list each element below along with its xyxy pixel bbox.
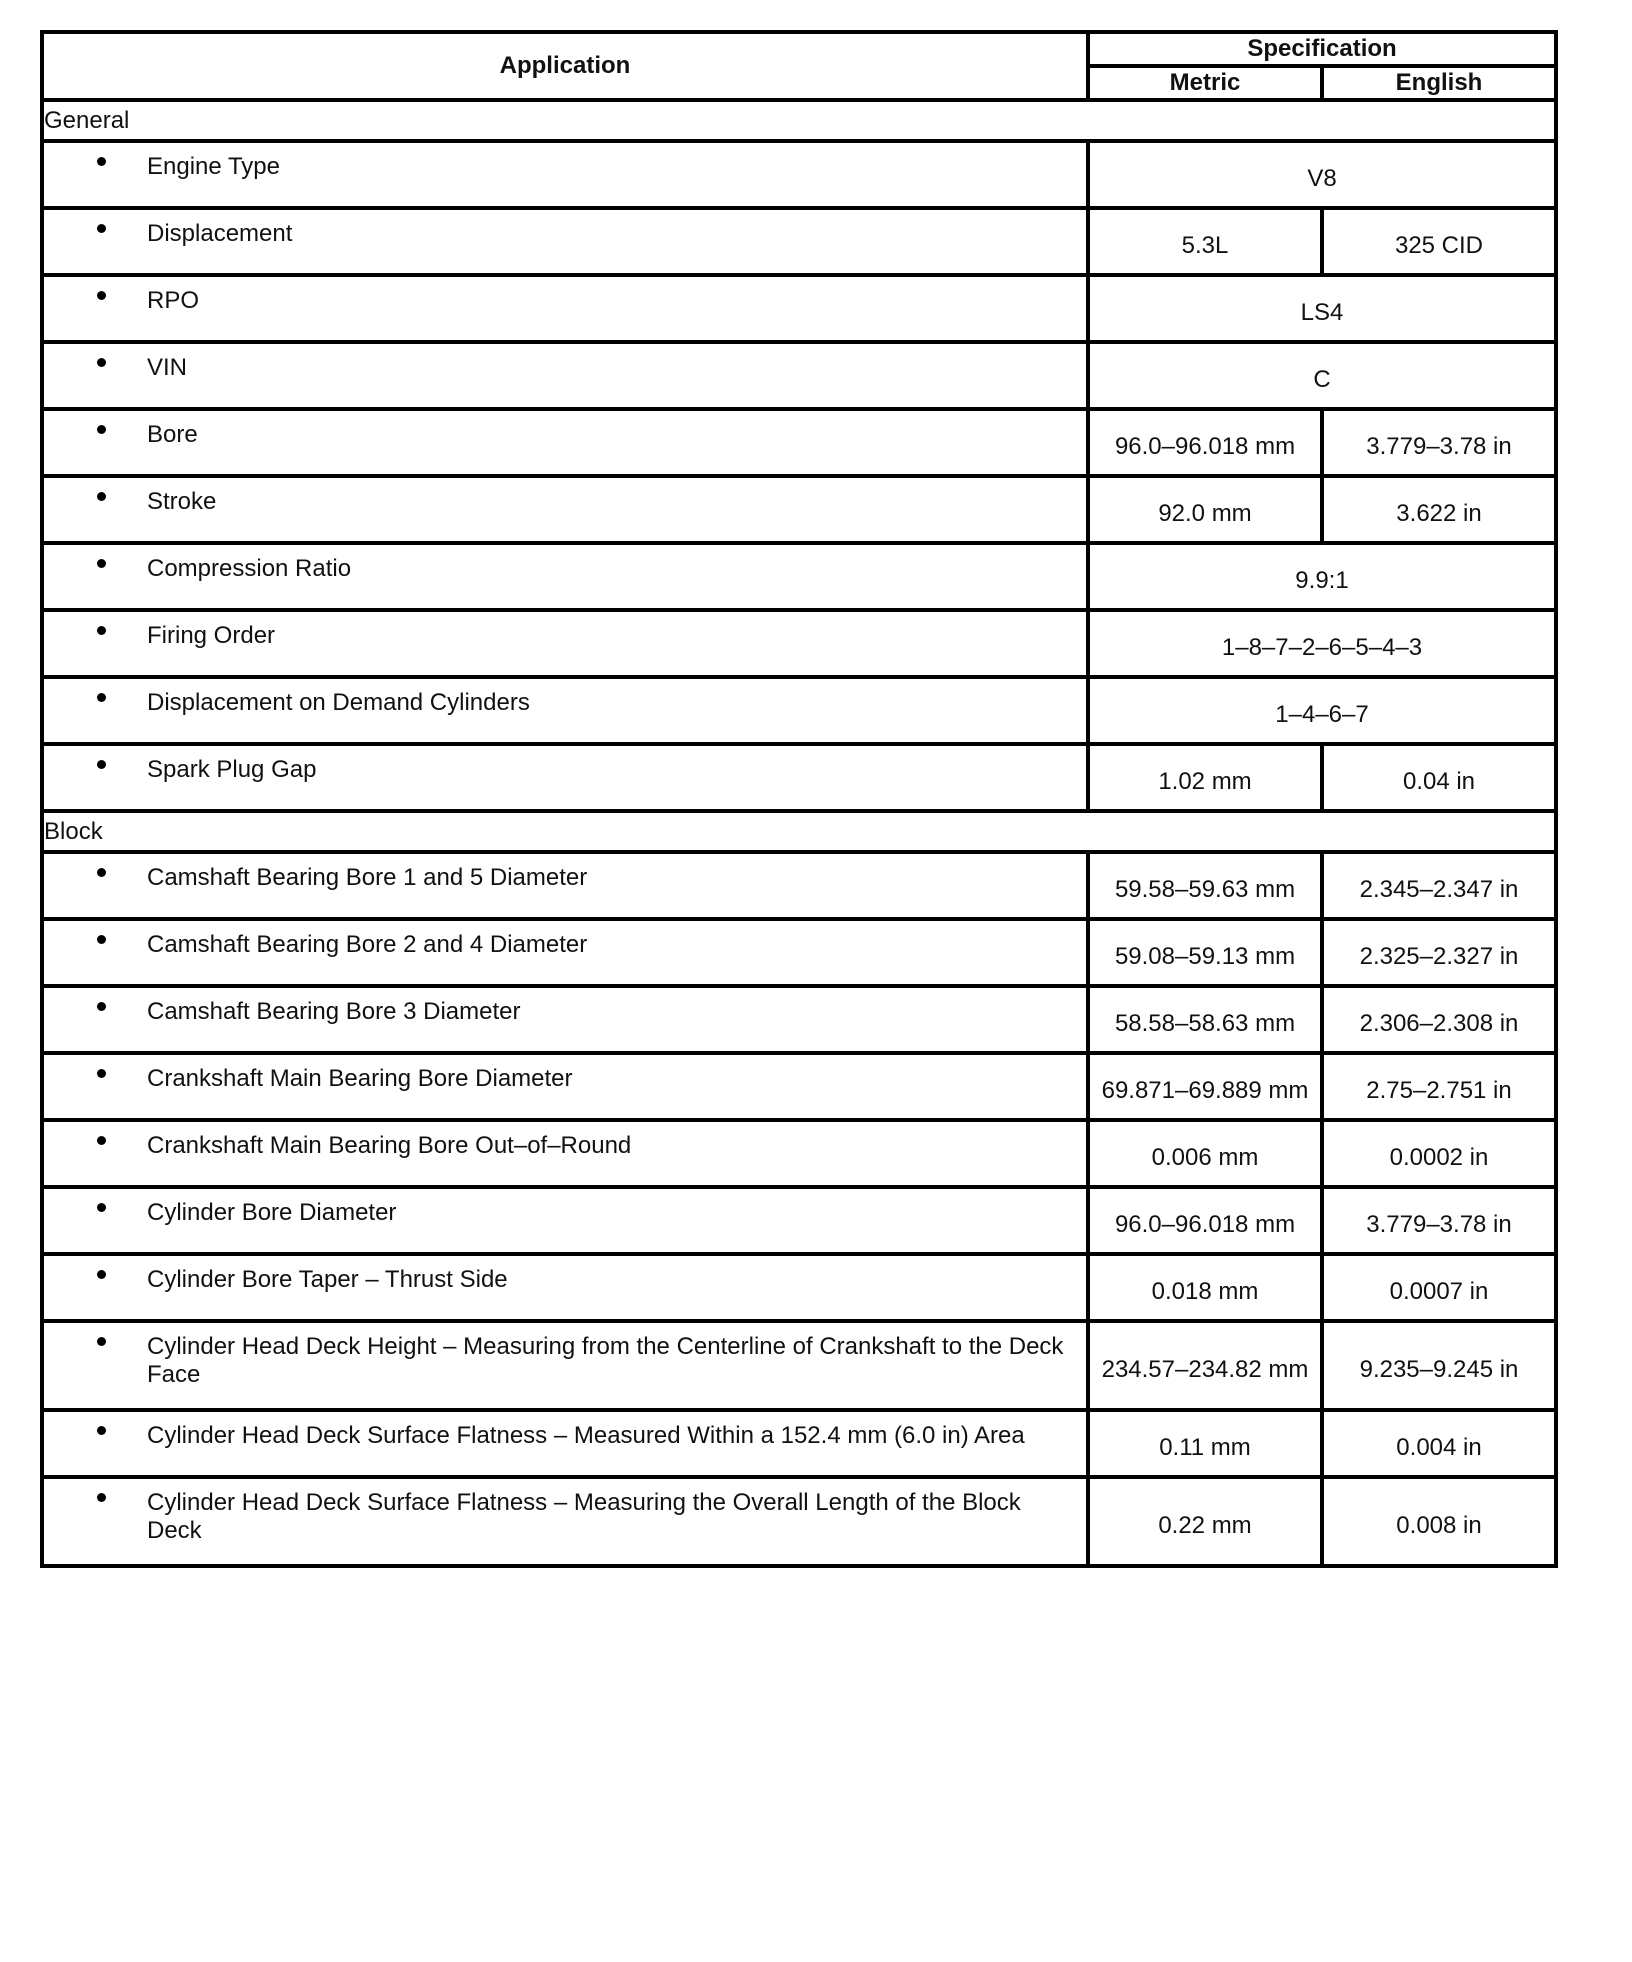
specification-table — [40, 30, 1558, 1568]
application-cell — [42, 1187, 1088, 1254]
bullet-icon — [97, 157, 106, 166]
table-row — [42, 1120, 1556, 1187]
table-body — [42, 100, 1556, 1566]
table-row — [42, 1254, 1556, 1321]
application-cell — [42, 1254, 1088, 1321]
metric-value: 0.22 mm — [1088, 1477, 1322, 1566]
metric-value: 0.11 mm — [1088, 1410, 1322, 1477]
application-cell — [42, 275, 1088, 342]
english-value: 2.75–2.751 in — [1322, 1053, 1556, 1120]
bullet-icon — [97, 358, 106, 367]
english-value: 325 CID — [1322, 208, 1556, 275]
metric-value: 96.0–96.018 mm — [1088, 409, 1322, 476]
combined-value: C — [1088, 342, 1556, 409]
english-value: 2.345–2.347 in — [1322, 852, 1556, 919]
english-value: 0.004 in — [1322, 1410, 1556, 1477]
bullet-icon — [97, 291, 106, 300]
english-value: 2.306–2.308 in — [1322, 986, 1556, 1053]
application-label: Camshaft Bearing Bore 1 and 5 Diameter — [147, 864, 588, 891]
combined-value: 1–4–6–7 — [1088, 677, 1556, 744]
bullet-icon — [97, 1270, 106, 1279]
application-label: Cylinder Head Deck Surface Flatness – Measured Within a 152.4 mm (6.0 in) Area — [147, 1422, 1025, 1449]
bullet-icon — [97, 1136, 106, 1145]
english-value: 0.04 in — [1322, 744, 1556, 811]
table-row — [42, 677, 1556, 744]
table-row — [42, 1410, 1556, 1477]
table-row — [42, 275, 1556, 342]
application-cell — [42, 476, 1088, 543]
metric-header: Metric — [1088, 66, 1322, 100]
english-value: 0.0002 in — [1322, 1120, 1556, 1187]
english-value: 3.779–3.78 in — [1322, 1187, 1556, 1254]
bullet-icon — [97, 1002, 106, 1011]
application-cell — [42, 677, 1088, 744]
application-label: RPO — [147, 287, 200, 314]
application-cell — [42, 1321, 1088, 1410]
table-row — [42, 208, 1556, 275]
english-value: 0.008 in — [1322, 1477, 1556, 1566]
application-label: Camshaft Bearing Bore 2 and 4 Diameter — [147, 931, 588, 958]
table-row — [42, 1187, 1556, 1254]
bullet-icon — [97, 1337, 106, 1346]
application-cell — [42, 852, 1088, 919]
table-row — [42, 141, 1556, 208]
bullet-icon — [97, 559, 106, 568]
table-row — [42, 1053, 1556, 1120]
bullet-icon — [97, 760, 106, 769]
metric-value: 234.57–234.82 mm — [1088, 1321, 1322, 1410]
application-cell — [42, 342, 1088, 409]
table-row — [42, 476, 1556, 543]
bullet-icon — [97, 224, 106, 233]
application-label: Cylinder Head Deck Surface Flatness – Measuring the Overall Length of the Block Deck — [147, 1489, 1021, 1544]
application-cell — [42, 409, 1088, 476]
application-label: Cylinder Head Deck Height – Measuring from the Centerline of Crankshaft to the Deck Face — [147, 1333, 1064, 1388]
bullet-icon — [97, 1069, 106, 1078]
application-cell — [42, 986, 1088, 1053]
application-cell — [42, 1410, 1088, 1477]
metric-value: 0.018 mm — [1088, 1254, 1322, 1321]
specification-header: Specification — [1088, 32, 1556, 66]
english-value: 9.235–9.245 in — [1322, 1321, 1556, 1410]
application-label: Cylinder Bore Diameter — [147, 1199, 397, 1226]
combined-value: V8 — [1088, 141, 1556, 208]
application-cell — [42, 1477, 1088, 1566]
bullet-icon — [97, 626, 106, 635]
table-row — [42, 543, 1556, 610]
application-label: Compression Ratio — [147, 555, 352, 582]
metric-value: 58.58–58.63 mm — [1088, 986, 1322, 1053]
section-row — [42, 811, 1556, 852]
bullet-icon — [97, 492, 106, 501]
table-row — [42, 919, 1556, 986]
application-label: Camshaft Bearing Bore 3 Diameter — [147, 998, 521, 1025]
application-label: Cylinder Bore Taper – Thrust Side — [147, 1266, 508, 1293]
metric-value: 96.0–96.018 mm — [1088, 1187, 1322, 1254]
application-label: Bore — [147, 421, 198, 448]
application-label: Spark Plug Gap — [147, 756, 317, 783]
application-label: Crankshaft Main Bearing Bore Diameter — [147, 1065, 573, 1092]
bullet-icon — [97, 693, 106, 702]
application-cell — [42, 1053, 1088, 1120]
table-row — [42, 744, 1556, 811]
application-label: Stroke — [147, 488, 217, 515]
metric-value: 59.08–59.13 mm — [1088, 919, 1322, 986]
metric-value: 92.0 mm — [1088, 476, 1322, 543]
metric-value: 59.58–59.63 mm — [1088, 852, 1322, 919]
application-cell — [42, 543, 1088, 610]
application-label: Firing Order — [147, 622, 276, 649]
bullet-icon — [97, 1426, 106, 1435]
application-header: Application — [42, 32, 1088, 100]
application-label: Engine Type — [147, 153, 280, 180]
table-row — [42, 1321, 1556, 1410]
bullet-icon — [97, 1203, 106, 1212]
application-label: Crankshaft Main Bearing Bore Out–of–Round — [147, 1132, 632, 1159]
table-row — [42, 1477, 1556, 1566]
section-title: General — [42, 100, 1556, 141]
application-cell — [42, 919, 1088, 986]
table-row — [42, 610, 1556, 677]
combined-value: LS4 — [1088, 275, 1556, 342]
bullet-icon — [97, 935, 106, 944]
application-label: VIN — [147, 354, 188, 381]
metric-value: 0.006 mm — [1088, 1120, 1322, 1187]
bullet-icon — [97, 425, 106, 434]
section-title: Block — [42, 811, 1556, 852]
application-cell — [42, 141, 1088, 208]
application-cell — [42, 610, 1088, 677]
metric-value: 69.871–69.889 mm — [1088, 1053, 1322, 1120]
english-value: 2.325–2.327 in — [1322, 919, 1556, 986]
application-label: Displacement on Demand Cylinders — [147, 689, 530, 716]
application-cell — [42, 208, 1088, 275]
application-cell — [42, 744, 1088, 811]
table-row — [42, 342, 1556, 409]
table-row — [42, 986, 1556, 1053]
english-value: 0.0007 in — [1322, 1254, 1556, 1321]
application-cell — [42, 1120, 1088, 1187]
metric-value: 5.3L — [1088, 208, 1322, 275]
metric-value: 1.02 mm — [1088, 744, 1322, 811]
bullet-icon — [97, 1493, 106, 1502]
bullet-icon — [97, 868, 106, 877]
english-value: 3.779–3.78 in — [1322, 409, 1556, 476]
english-header: English — [1322, 66, 1556, 100]
table-row — [42, 409, 1556, 476]
english-value: 3.622 in — [1322, 476, 1556, 543]
application-label: Displacement — [147, 220, 293, 247]
combined-value: 9.9:1 — [1088, 543, 1556, 610]
table-row — [42, 852, 1556, 919]
section-row — [42, 100, 1556, 141]
combined-value: 1–8–7–2–6–5–4–3 — [1088, 610, 1556, 677]
